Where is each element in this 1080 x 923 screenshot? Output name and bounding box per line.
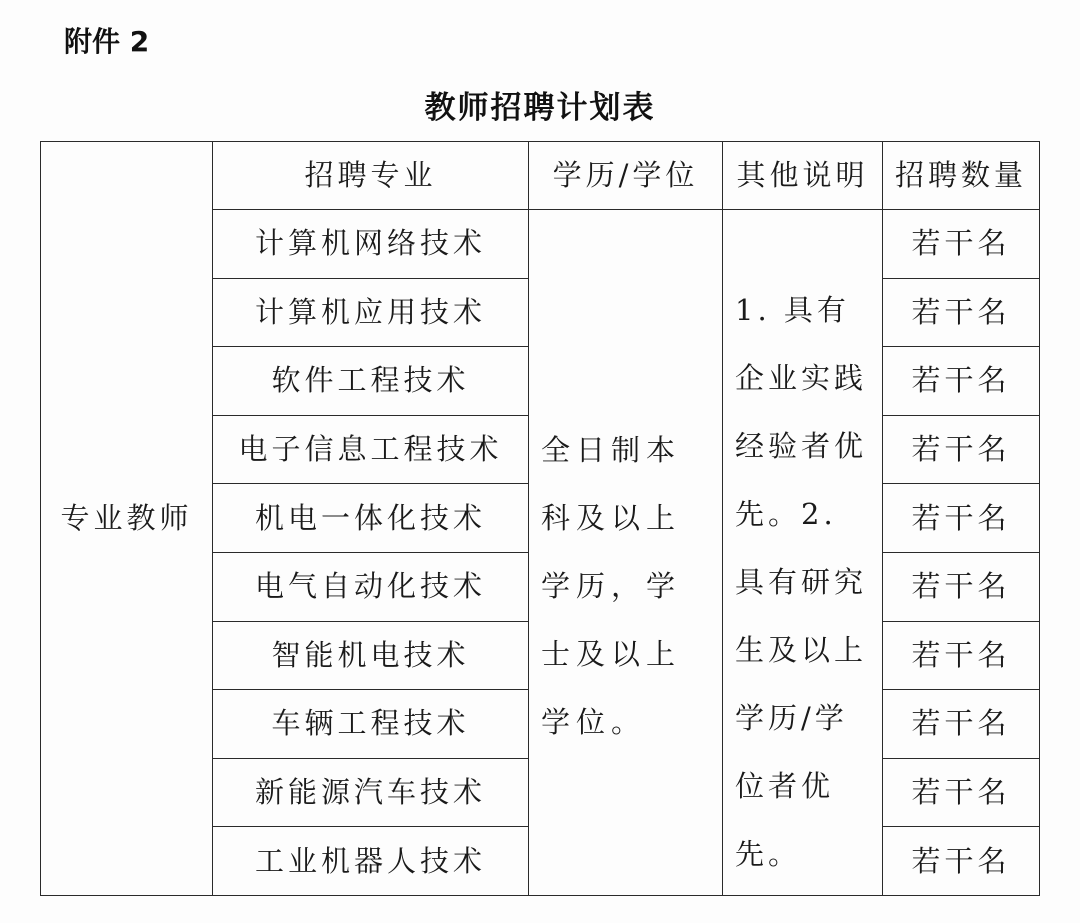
document-title: 教师招聘计划表	[424, 90, 656, 126]
major-cell: 车辆工程技术	[213, 690, 529, 759]
count-cell: 若干名	[883, 278, 1040, 347]
major-cell: 电子信息工程技术	[213, 415, 529, 484]
count-cell: 若干名	[883, 690, 1040, 759]
other-notes-cell	[723, 210, 883, 896]
count-cell: 若干名	[883, 621, 1040, 690]
major-cell: 新能源汽车技术	[213, 758, 529, 827]
count-cell: 若干名	[883, 827, 1040, 896]
other-notes-text: 1. 具有企业实践经验者优先。2. 具有研究生及以上学历/学位者优先。	[735, 293, 868, 871]
major-cell: 计算机应用技术	[213, 278, 529, 347]
major-cell: 智能机电技术	[213, 621, 529, 690]
count-cell: 若干名	[883, 210, 1040, 279]
category-cell: 专业教师	[41, 142, 213, 896]
header-count: 招聘数量	[883, 142, 1040, 210]
recruitment-plan-table	[40, 141, 1040, 896]
count-cell: 若干名	[883, 347, 1040, 416]
major-cell: 计算机网络技术	[213, 210, 529, 279]
major-cell: 电气自动化技术	[213, 552, 529, 621]
header-education: 学历/学位	[529, 142, 723, 210]
major-cell: 机电一体化技术	[213, 484, 529, 553]
count-cell: 若干名	[883, 758, 1040, 827]
count-cell: 若干名	[883, 484, 1040, 553]
attachment-label: 附件 2	[64, 25, 150, 58]
education-cell	[529, 210, 723, 896]
major-cell: 工业机器人技术	[213, 827, 529, 896]
major-cell: 软件工程技术	[213, 347, 529, 416]
table-header-row	[41, 142, 1040, 210]
count-cell: 若干名	[883, 552, 1040, 621]
education-text: 全日制本科及以上学历，学士及以上学位。	[541, 433, 682, 739]
header-other-notes: 其他说明	[723, 142, 883, 210]
count-cell: 若干名	[883, 415, 1040, 484]
header-major: 招聘专业	[213, 142, 529, 210]
